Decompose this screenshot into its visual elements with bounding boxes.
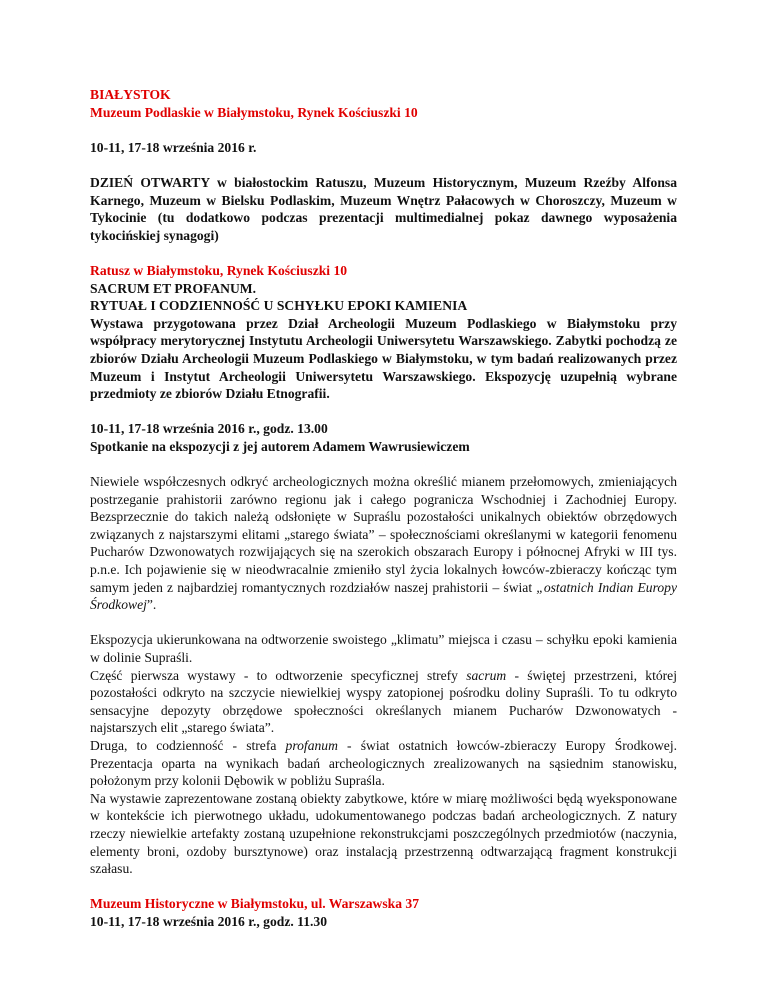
exhibition-description: Wystawa przygotowana przez Dział Archeologii Muzeum Podlaskiego w Białymstoku przy współpracy merytorycznej Instytutu Archeologii Uniwersytetu Warszawskiego. Zabytki pochodzą ze zbiorów Działu Archeologii Muzeum Podlaskiego w Białymstoku, w tym badań realizowanych przez Muzeum i Instytut Archeologii Uniwersytetu Warszawskiego. Ekspozycję uzupełnią wybrane przedmioty ze zbiorów Działu Etnografii. — [90, 315, 677, 402]
main-dates: 10-11, 17-18 września 2016 r. — [90, 139, 257, 155]
museum-address: Muzeum Podlaskie w Białymstoku, Rynek Kościuszki 10 — [90, 104, 418, 120]
exhibition-subtitle: RYTUAŁ I CODZIENNOŚĆ U SCHYŁKU EPOKI KAMIENIA — [90, 298, 468, 314]
ratusz-address: Ratusz w Białymstoku, Rynek Kościuszki 10 — [90, 262, 348, 278]
meeting-date: 10-11, 17-18 września 2016 r., godz. 13.00 — [90, 421, 328, 437]
exhibition-title: SACRUM ET PROFANUM. — [90, 280, 257, 296]
p1-italic: „ostatnich Indian Europy Środkowej — [90, 579, 677, 613]
p1-text: Niewiele współczesnych odkryć archeologicznych można określić mianem przełomowych, zmieniających postrzeganie prahistorii zarówno regionu jak i całego pogranicza Wschodniej i Zachodniej Europy. Bezsprzecznie do takich należą odsłonięte w Supraślu pozostałości unikalnych obiektów obrzędowych związanych z najstarszymi elitami „starego świata” – społecznościami określanymi w kategorii fenomenu Pucharów Dzwonowatych rozwijających się na szerokich obszarach Europy i północnej Afryki w III tys. p.n.e. Ich pojawienie się w nieodwracalnie zmieniło styl życia lokalnych łowców-zbieraczy kończąc tym samym jeden z najbardziej romantycznych rozdziałów naszej prahistorii – świat — [90, 474, 677, 595]
body-paragraph-1 — [90, 473, 677, 614]
p4-text-a: Druga, to codzienność - strefa — [90, 737, 286, 753]
p4-text-b: - świat ostatnich łowców-zbieraczy Europy Środkowej. Prezentacja oparta na wynikach badań archeologicznych zrealizowanych na sąsiednim stanowisku, położonym przy kolonii Dębowik w pobliżu Supraśla. — [90, 737, 678, 789]
meeting-info: Spotkanie na ekspozycji z jej autorem Adamem Wawrusiewiczem — [90, 438, 470, 454]
body-paragraph-5: Na wystawie zaprezentowane zostaną obiekty zabytkowe, które w miarę możliwości będą wyeksponowane w kontekście ich pierwotnego układu, udokumentowanego podczas badań archeologicznych. Z natury rzeczy niewielkie artefakty zostaną uzupełnione rekonstrukcjami poszczególnych przedmiotów (naczynia, elementy broni, ozdoby bursztynowe) oraz instalacją przestrzenną odtwarzającą fragment konstrukcji szałasu. — [90, 790, 677, 877]
p3-text-a: Część pierwsza wystawy - to odtworzenie specyficznej strefy — [90, 667, 467, 683]
body-paragraph-2: Ekspozycja ukierunkowana na odtworzenie swoistego „klimatu” miejsca i czasu – schyłku epoki kamienia w dolinie Supraśli. — [90, 632, 677, 665]
historyczne-date: 10-11, 17-18 września 2016 r., godz. 11.30 — [90, 913, 327, 929]
historyczne-address: Muzeum Historyczne w Białymstoku, ul. Warszawska 37 — [90, 896, 420, 912]
p1-end: ”. — [146, 597, 157, 613]
document-page — [90, 86, 677, 931]
p3-italic: sacrum — [466, 667, 507, 683]
body-paragraph-4 — [90, 737, 677, 790]
city-heading: BIAŁYSTOK — [90, 87, 171, 102]
p4-italic: profanum — [285, 737, 338, 753]
p3-text-b: - świętej przestrzeni, której pozostałości odkryto na szczycie niewielkiej wyspy zatopionej pośrodku doliny Supraśli. To tu odkryto sensacyjne depozyty obrzędowe społeczności określanych mianem Pucharów Dzwonowatych - najstarszych elit „starego świata”. — [90, 667, 677, 736]
open-day-paragraph: DZIEŃ OTWARTY w białostockim Ratuszu, Muzeum Historycznym, Muzeum Rzeźby Alfonsa Karnego, Muzeum w Bielsku Podlaskim, Muzeum Wnętrz Pałacowych w Choroszczy, Muzeum w Tykocinie (tu dodatkowo podczas prezentacji multimedialnej pokaz dawnego wyposażenia tykocińskiej synagogi) — [90, 174, 677, 243]
body-paragraph-3 — [90, 667, 677, 737]
